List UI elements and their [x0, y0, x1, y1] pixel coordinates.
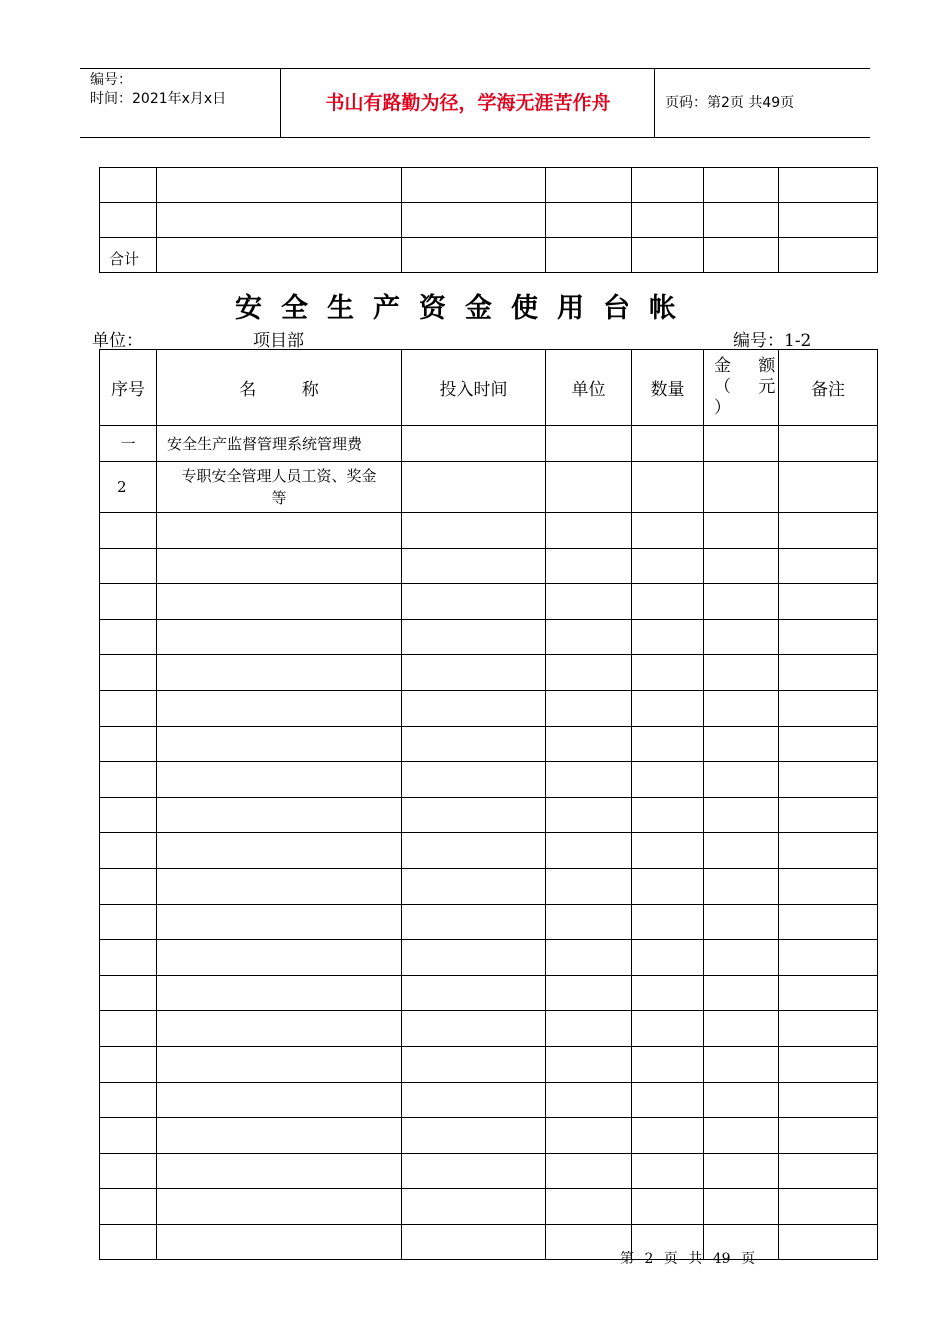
table-row	[100, 762, 878, 798]
table-row	[100, 1189, 878, 1225]
time-label: 时间：2021年x月x日	[90, 91, 227, 107]
table-row	[100, 940, 878, 976]
col-name	[157, 350, 402, 426]
col-note: 备注	[779, 350, 878, 426]
row-name	[157, 462, 402, 513]
header-page-info: 页码：第2页 共49页	[665, 95, 795, 111]
table-row	[100, 426, 878, 462]
table-row	[100, 1224, 878, 1260]
col-amount-line1: 金 额	[714, 356, 776, 376]
table-row	[100, 726, 878, 762]
page-footer: 第 2 页 共 49 页	[620, 1251, 755, 1267]
row-no: 一	[100, 426, 157, 462]
table-row	[100, 513, 878, 549]
col-amount-line3: ）	[714, 398, 731, 418]
unit-label: 单位：	[92, 331, 143, 351]
table-row	[100, 462, 878, 513]
table-row	[100, 975, 878, 1011]
dept-name: 项目部	[253, 331, 304, 351]
col-amount	[704, 350, 779, 426]
table-row	[100, 619, 878, 655]
col-amount-line2: （ 元	[714, 377, 776, 397]
header-info	[80, 69, 281, 137]
col-name-label: 名 称	[239, 380, 319, 400]
table-row	[100, 797, 878, 833]
table-row	[100, 1118, 878, 1154]
table-row	[100, 833, 878, 869]
table-row	[100, 548, 878, 584]
total-row	[100, 238, 878, 273]
table-row	[100, 868, 878, 904]
table-row	[100, 1011, 878, 1047]
table-row	[100, 690, 878, 726]
row-name-line2: 等	[271, 489, 287, 507]
top-table	[99, 167, 878, 273]
table-row	[100, 904, 878, 940]
table-row	[100, 1082, 878, 1118]
serial-label: 编号：	[90, 72, 132, 88]
table-row	[100, 655, 878, 691]
row-name: 安全生产监督管理系统管理费	[157, 426, 402, 462]
col-no: 序号	[100, 350, 157, 426]
col-time: 投入时间	[402, 350, 546, 426]
main-table	[99, 349, 878, 1260]
row-name-line1: 专职安全管理人员工资、奖金	[181, 467, 377, 485]
table-row	[100, 584, 878, 620]
table-row	[100, 1153, 878, 1189]
col-qty: 数量	[632, 350, 704, 426]
table-row	[100, 1046, 878, 1082]
table-row	[100, 203, 878, 238]
row-no: 2	[100, 462, 157, 513]
code-label: 编号：1-2	[733, 331, 812, 351]
header-row	[100, 350, 878, 426]
header-motto: 书山有路勤为径，学海无涯苦作舟	[282, 69, 655, 137]
table-row	[100, 168, 878, 203]
col-unit: 单位	[546, 350, 632, 426]
page-header	[80, 68, 870, 138]
page-title: 安全生产资金使用台帐	[235, 293, 695, 324]
total-label: 合计	[100, 238, 157, 273]
